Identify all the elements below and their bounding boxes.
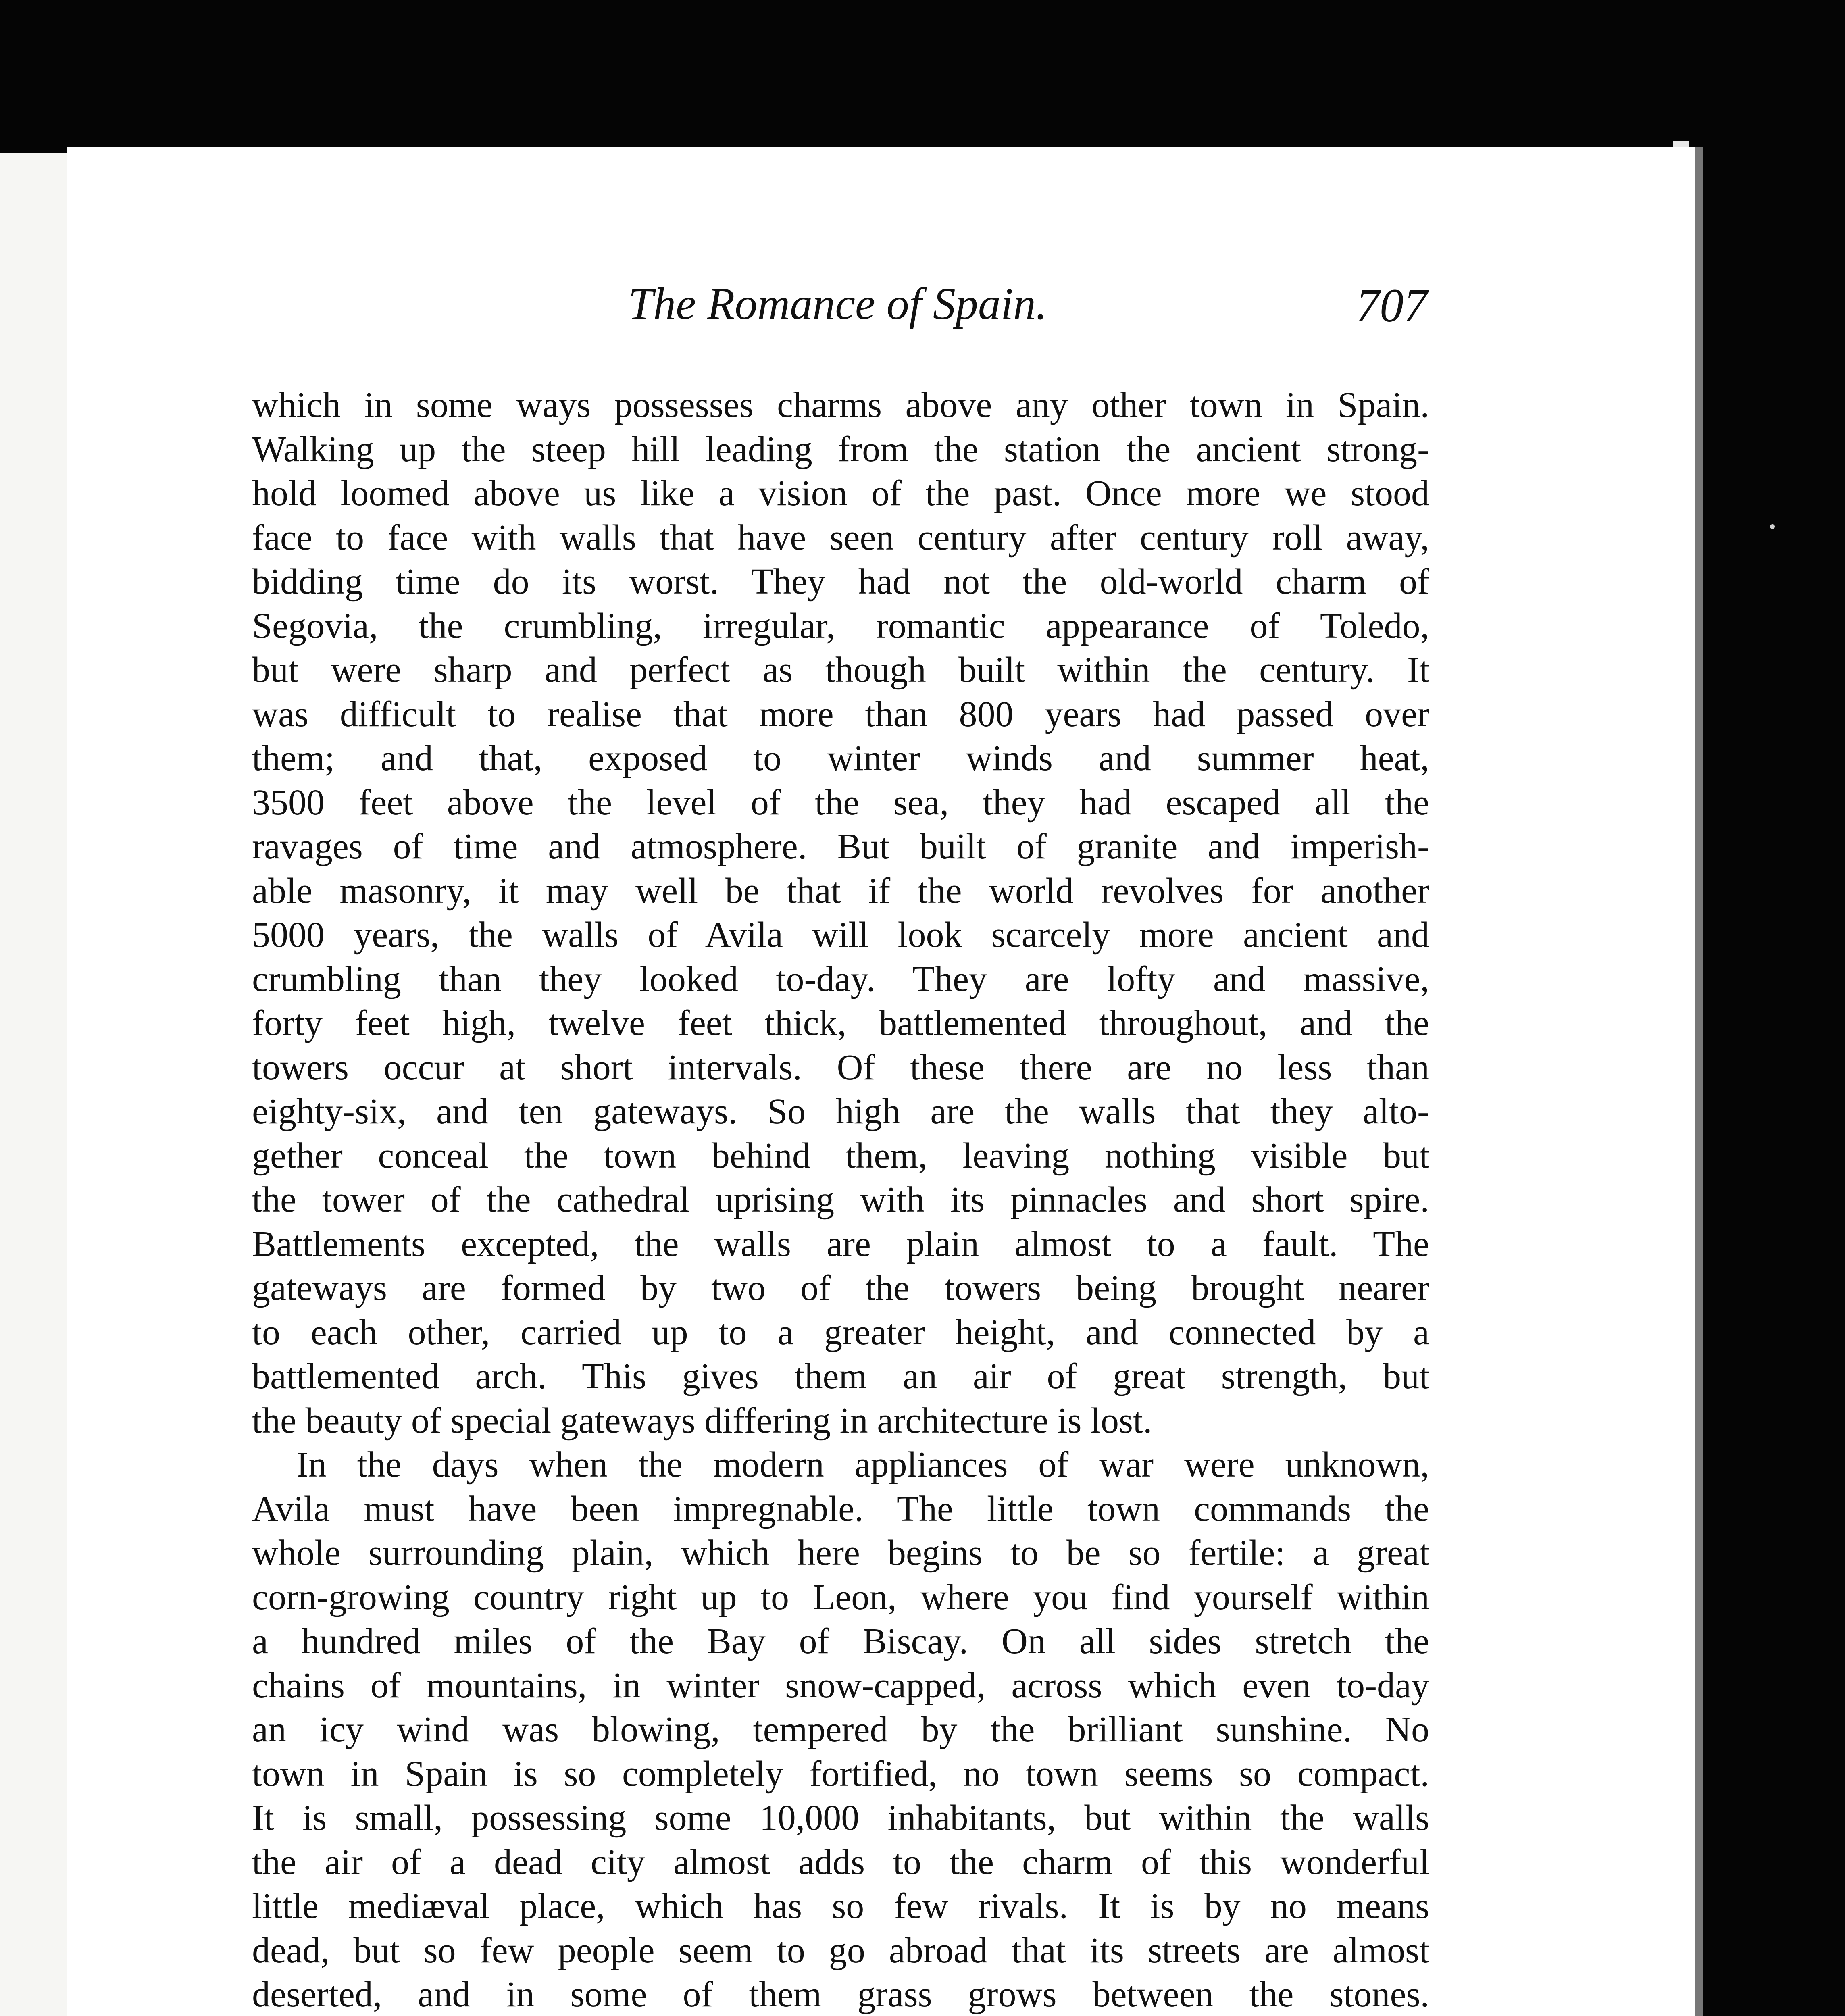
text-line: face to face with walls that have seen century after century roll away, bbox=[252, 517, 1429, 558]
text-line: them; and that, exposed to winter winds and summer heat, bbox=[252, 738, 1429, 778]
text-line: the air of a dead city almost adds to the charm of this wonderful bbox=[252, 1842, 1429, 1882]
text-line: the beauty of special gateways differing in architecture is lost. bbox=[252, 1400, 1152, 1441]
running-head-title: The Romance of Spain. bbox=[628, 279, 1047, 329]
text-line: ravages of time and atmosphere. But built of granite and imperish- bbox=[252, 827, 1429, 866]
dust-speck bbox=[1770, 524, 1775, 529]
text-line: town in Spain is so completely fortified, no town seems so compact. bbox=[252, 1754, 1429, 1794]
text-line: crumbling than they looked to-day. They are lofty and massive, bbox=[252, 959, 1429, 999]
text-line: gether conceal the town behind them, leaving nothing visible but bbox=[252, 1135, 1429, 1176]
running-head bbox=[185, 278, 1435, 359]
text-line: which in some ways possesses charms above any other town in Spain. bbox=[252, 385, 1429, 425]
text-line: a hundred miles of the Bay of Biscay. On all sides stretch the bbox=[252, 1621, 1429, 1661]
page-number: 707 bbox=[1356, 279, 1427, 332]
text-line: hold loomed above us like a vision of the past. Once more we stood bbox=[252, 473, 1429, 513]
text-line: Avila must have been impregnable. The little town commands the bbox=[252, 1489, 1429, 1529]
text-line: was difficult to realise that more than 800 years had passed over bbox=[252, 694, 1429, 734]
text-line: dead, but so few people seem to go abroad that its streets are almost bbox=[252, 1930, 1429, 1970]
text-line: In the days when the modern appliances of war were unknown, bbox=[296, 1445, 1429, 1485]
body-text bbox=[252, 383, 1429, 2016]
text-line: the tower of the cathedral uprising with its pinnacles and short spire. bbox=[252, 1180, 1429, 1220]
text-line: 5000 years, the walls of Avila will look scarcely more ancient and bbox=[252, 915, 1429, 955]
text-line: battlemented arch. This gives them an air of great strength, but bbox=[252, 1356, 1429, 1396]
text-line: towers occur at short intervals. Of these there are no less than bbox=[252, 1047, 1429, 1087]
text-line: corn-growing country right up to Leon, where you find yourself within bbox=[252, 1577, 1429, 1617]
text-line: bidding time do its worst. They had not the old-world charm of bbox=[252, 562, 1429, 602]
text-line: Segovia, the crumbling, irregular, romantic appearance of Toledo, bbox=[252, 606, 1429, 646]
text-line: an icy wind was blowing, tempered by the brilliant sunshine. No bbox=[252, 1710, 1429, 1749]
text-line: to each other, carried up to a greater height, and connected by a bbox=[252, 1312, 1429, 1352]
text-line: gateways are formed by two of the towers being brought nearer bbox=[252, 1268, 1429, 1308]
text-line: Battlements excepted, the walls are plain almost to a fault. The bbox=[252, 1224, 1429, 1264]
text-line: but were sharp and perfect as though built within the century. It bbox=[252, 650, 1429, 690]
text-line: It is small, possessing some 10,000 inhabitants, but within the walls bbox=[252, 1798, 1429, 1838]
text-line: forty feet high, twelve feet thick, battlemented throughout, and the bbox=[252, 1003, 1429, 1043]
text-line: chains of mountains, in winter snow-capped, across which even to-day bbox=[252, 1665, 1429, 1706]
text-line: little mediæval place, which has so few rivals. It is by no means bbox=[252, 1886, 1429, 1926]
text-line: deserted, and in some of them grass grows between the stones. bbox=[252, 1974, 1429, 2014]
text-line: eighty-six, and ten gateways. So high are the walls that they alto- bbox=[252, 1091, 1429, 1131]
text-line: Walking up the steep hill leading from the station the ancient strong- bbox=[252, 429, 1429, 469]
text-line: able masonry, it may well be that if the world revolves for another bbox=[252, 871, 1429, 911]
text-line: whole surrounding plain, which here begins to be so fertile: a great bbox=[252, 1533, 1429, 1573]
text-line: 3500 feet above the level of the sea, they had escaped all the bbox=[252, 782, 1429, 823]
